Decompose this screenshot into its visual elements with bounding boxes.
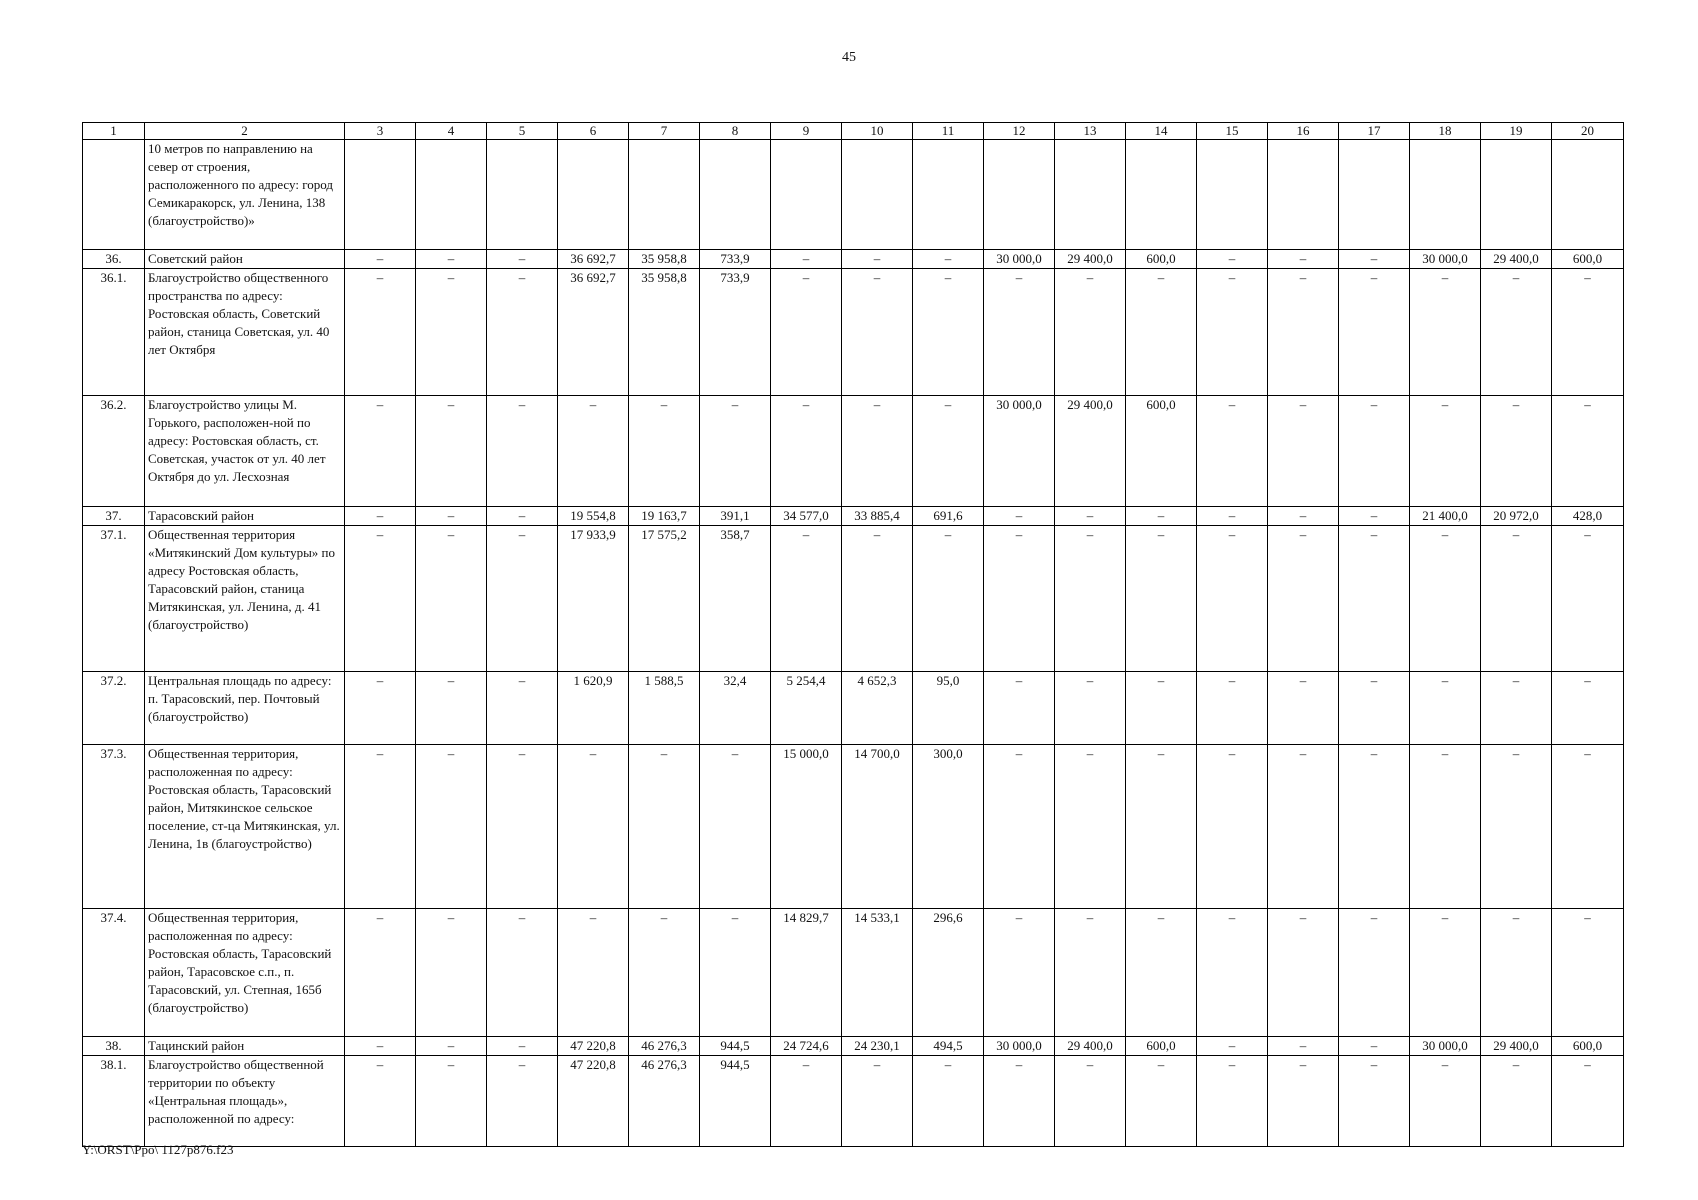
value-cell: 46 276,3 xyxy=(629,1037,700,1056)
value-cell: – xyxy=(1481,672,1552,745)
value-cell xyxy=(416,140,487,250)
value-cell: – xyxy=(487,269,558,396)
budget-table xyxy=(82,122,1624,1147)
value-cell: – xyxy=(771,1056,842,1147)
value-cell: – xyxy=(416,507,487,526)
value-cell: – xyxy=(1339,672,1410,745)
value-cell: – xyxy=(345,672,416,745)
value-cell: – xyxy=(1055,269,1126,396)
value-cell: 4 652,3 xyxy=(842,672,913,745)
value-cell xyxy=(487,140,558,250)
row-description: 10 метров по направлению на север от строения, расположенного по адресу: город Семикаракорск, ул. Ленина, 138 (благоустройство)» xyxy=(145,140,345,250)
value-cell: – xyxy=(771,250,842,269)
column-header: 5 xyxy=(487,123,558,140)
value-cell: – xyxy=(1268,250,1339,269)
value-cell: – xyxy=(1126,526,1197,672)
value-cell: – xyxy=(558,745,629,909)
value-cell: – xyxy=(1126,507,1197,526)
value-cell: 30 000,0 xyxy=(1410,250,1481,269)
column-header: 12 xyxy=(984,123,1055,140)
row-number: 38. xyxy=(83,1037,145,1056)
row-description: Общественная территория «Митякинский Дом культуры» по адресу Ростовская область, Тарасовский район, станица Митякинская, ул. Ленина, д. 41 (благоустройство) xyxy=(145,526,345,672)
value-cell: 1 620,9 xyxy=(558,672,629,745)
value-cell: 600,0 xyxy=(1126,396,1197,507)
table-row xyxy=(83,526,1624,672)
value-cell: 21 400,0 xyxy=(1410,507,1481,526)
value-cell: 29 400,0 xyxy=(1055,396,1126,507)
value-cell: 14 700,0 xyxy=(842,745,913,909)
value-cell xyxy=(1126,140,1197,250)
value-cell xyxy=(345,140,416,250)
row-number: 36. xyxy=(83,250,145,269)
value-cell: – xyxy=(913,526,984,672)
value-cell: 47 220,8 xyxy=(558,1056,629,1147)
value-cell: – xyxy=(487,396,558,507)
value-cell xyxy=(629,140,700,250)
value-cell: – xyxy=(1055,745,1126,909)
column-header: 18 xyxy=(1410,123,1481,140)
column-header: 6 xyxy=(558,123,629,140)
value-cell: – xyxy=(1055,526,1126,672)
column-number-row xyxy=(83,123,1624,140)
value-cell: – xyxy=(913,1056,984,1147)
value-cell: – xyxy=(416,672,487,745)
value-cell: – xyxy=(984,672,1055,745)
value-cell: – xyxy=(1268,507,1339,526)
value-cell: – xyxy=(1481,526,1552,672)
value-cell: – xyxy=(416,269,487,396)
value-cell: 15 000,0 xyxy=(771,745,842,909)
value-cell: 32,4 xyxy=(700,672,771,745)
value-cell: 47 220,8 xyxy=(558,1037,629,1056)
column-header: 15 xyxy=(1197,123,1268,140)
value-cell: 20 972,0 xyxy=(1481,507,1552,526)
value-cell xyxy=(913,140,984,250)
value-cell: 33 885,4 xyxy=(842,507,913,526)
value-cell: – xyxy=(1339,909,1410,1037)
value-cell: – xyxy=(1197,396,1268,507)
value-cell xyxy=(1552,140,1624,250)
row-description: Общественная территория, расположенная по адресу: Ростовская область, Тарасовский район, Митякинское сельское поселение, ст-ца Митякинская, ул. Ленина, 1в (благоустройство) xyxy=(145,745,345,909)
value-cell: 300,0 xyxy=(913,745,984,909)
value-cell: 600,0 xyxy=(1552,1037,1624,1056)
value-cell: – xyxy=(1268,909,1339,1037)
value-cell: 494,5 xyxy=(913,1037,984,1056)
value-cell: – xyxy=(558,396,629,507)
value-cell: 600,0 xyxy=(1552,250,1624,269)
value-cell: – xyxy=(1339,1056,1410,1147)
value-cell: – xyxy=(913,250,984,269)
value-cell: – xyxy=(345,1037,416,1056)
file-path-footer: Y:\ORST\Ppo\ 1127p876.f23 xyxy=(82,1142,234,1157)
value-cell: – xyxy=(1481,745,1552,909)
value-cell: 30 000,0 xyxy=(984,1037,1055,1056)
row-number: 38.1. xyxy=(83,1056,145,1147)
row-number: 36.2. xyxy=(83,396,145,507)
value-cell: – xyxy=(700,909,771,1037)
value-cell: 30 000,0 xyxy=(984,396,1055,507)
district-total-row xyxy=(83,507,1624,526)
value-cell: – xyxy=(1552,745,1624,909)
value-cell xyxy=(984,140,1055,250)
table-row xyxy=(83,745,1624,909)
value-cell: – xyxy=(345,269,416,396)
value-cell xyxy=(1410,140,1481,250)
value-cell: – xyxy=(1410,1056,1481,1147)
value-cell: 35 958,8 xyxy=(629,250,700,269)
table-row xyxy=(83,672,1624,745)
value-cell: – xyxy=(345,745,416,909)
value-cell: 14 829,7 xyxy=(771,909,842,1037)
value-cell: 600,0 xyxy=(1126,250,1197,269)
column-header: 19 xyxy=(1481,123,1552,140)
value-cell: – xyxy=(1339,507,1410,526)
column-header: 2 xyxy=(145,123,345,140)
value-cell: – xyxy=(416,909,487,1037)
value-cell: – xyxy=(984,526,1055,672)
row-number: 37.3. xyxy=(83,745,145,909)
value-cell: – xyxy=(1552,1056,1624,1147)
row-number: 37.1. xyxy=(83,526,145,672)
value-cell: – xyxy=(1126,1056,1197,1147)
value-cell: – xyxy=(1126,269,1197,396)
value-cell xyxy=(558,140,629,250)
value-cell: – xyxy=(1197,909,1268,1037)
value-cell: – xyxy=(416,396,487,507)
value-cell: 600,0 xyxy=(1126,1037,1197,1056)
value-cell: 19 163,7 xyxy=(629,507,700,526)
value-cell: – xyxy=(416,526,487,672)
value-cell: – xyxy=(1552,269,1624,396)
row-number: 37.4. xyxy=(83,909,145,1037)
row-description: Общественная территория, расположенная по адресу: Ростовская область, Тарасовский район, Тарасовское с.п., п. Тарасовский, ул. Степная, 165б (благоустройство) xyxy=(145,909,345,1037)
value-cell: 36 692,7 xyxy=(558,269,629,396)
value-cell: – xyxy=(1552,909,1624,1037)
value-cell: – xyxy=(345,1056,416,1147)
value-cell: 29 400,0 xyxy=(1481,1037,1552,1056)
value-cell: – xyxy=(1055,672,1126,745)
row-number: 37. xyxy=(83,507,145,526)
value-cell: – xyxy=(1552,672,1624,745)
value-cell: – xyxy=(1268,745,1339,909)
value-cell: – xyxy=(700,396,771,507)
value-cell xyxy=(842,140,913,250)
district-total-row xyxy=(83,1037,1624,1056)
row-description: Советский район xyxy=(145,250,345,269)
column-header: 16 xyxy=(1268,123,1339,140)
value-cell: 733,9 xyxy=(700,269,771,396)
value-cell xyxy=(1339,140,1410,250)
column-header: 20 xyxy=(1552,123,1624,140)
value-cell: 19 554,8 xyxy=(558,507,629,526)
value-cell: – xyxy=(1268,269,1339,396)
value-cell: – xyxy=(1055,909,1126,1037)
value-cell: – xyxy=(1339,250,1410,269)
value-cell: 1 588,5 xyxy=(629,672,700,745)
value-cell: 358,7 xyxy=(700,526,771,672)
row-number xyxy=(83,140,145,250)
table-row xyxy=(83,1056,1624,1147)
value-cell: – xyxy=(1197,250,1268,269)
value-cell: – xyxy=(1552,526,1624,672)
value-cell: – xyxy=(1339,396,1410,507)
value-cell: 46 276,3 xyxy=(629,1056,700,1147)
value-cell: – xyxy=(1481,909,1552,1037)
value-cell: 24 724,6 xyxy=(771,1037,842,1056)
value-cell: – xyxy=(984,1056,1055,1147)
row-description: Тацинский район xyxy=(145,1037,345,1056)
value-cell: – xyxy=(1552,396,1624,507)
column-header: 10 xyxy=(842,123,913,140)
value-cell: – xyxy=(842,269,913,396)
row-description: Тарасовский район xyxy=(145,507,345,526)
value-cell: – xyxy=(1055,1056,1126,1147)
value-cell: – xyxy=(913,269,984,396)
value-cell: – xyxy=(913,396,984,507)
column-header: 17 xyxy=(1339,123,1410,140)
value-cell xyxy=(771,140,842,250)
value-cell: – xyxy=(1197,672,1268,745)
value-cell: – xyxy=(345,396,416,507)
value-cell: 34 577,0 xyxy=(771,507,842,526)
value-cell: 14 533,1 xyxy=(842,909,913,1037)
value-cell: – xyxy=(1197,1056,1268,1147)
value-cell: – xyxy=(700,745,771,909)
value-cell: – xyxy=(416,1037,487,1056)
row-number: 36.1. xyxy=(83,269,145,396)
column-header: 3 xyxy=(345,123,416,140)
value-cell: 296,6 xyxy=(913,909,984,1037)
value-cell: – xyxy=(1410,909,1481,1037)
table-row xyxy=(83,396,1624,507)
value-cell: 29 400,0 xyxy=(1055,1037,1126,1056)
value-cell: – xyxy=(487,745,558,909)
value-cell: – xyxy=(487,1056,558,1147)
value-cell: – xyxy=(1410,745,1481,909)
value-cell: – xyxy=(842,526,913,672)
value-cell: – xyxy=(1126,745,1197,909)
table-row xyxy=(83,909,1624,1037)
column-header: 7 xyxy=(629,123,700,140)
value-cell: 944,5 xyxy=(700,1056,771,1147)
value-cell: – xyxy=(1268,526,1339,672)
value-cell: – xyxy=(1339,745,1410,909)
value-cell: 5 254,4 xyxy=(771,672,842,745)
value-cell: – xyxy=(1055,507,1126,526)
value-cell: 24 230,1 xyxy=(842,1037,913,1056)
page-number: 45 xyxy=(842,50,856,65)
value-cell: – xyxy=(1268,396,1339,507)
value-cell: – xyxy=(842,396,913,507)
value-cell: – xyxy=(1268,1037,1339,1056)
value-cell: – xyxy=(629,396,700,507)
value-cell: 95,0 xyxy=(913,672,984,745)
table-row xyxy=(83,269,1624,396)
row-description: Центральная площадь по адресу: п. Тарасовский, пер. Почтовый (благоустройство) xyxy=(145,672,345,745)
column-header: 11 xyxy=(913,123,984,140)
value-cell: – xyxy=(984,745,1055,909)
column-header: 8 xyxy=(700,123,771,140)
column-header: 9 xyxy=(771,123,842,140)
value-cell: – xyxy=(487,672,558,745)
value-cell: – xyxy=(345,250,416,269)
value-cell: – xyxy=(416,745,487,909)
column-header: 1 xyxy=(83,123,145,140)
value-cell: – xyxy=(487,526,558,672)
value-cell: 17 575,2 xyxy=(629,526,700,672)
column-header: 14 xyxy=(1126,123,1197,140)
value-cell: – xyxy=(1197,526,1268,672)
value-cell: – xyxy=(1126,909,1197,1037)
value-cell: 391,1 xyxy=(700,507,771,526)
value-cell: – xyxy=(1339,269,1410,396)
value-cell xyxy=(1197,140,1268,250)
value-cell: – xyxy=(1197,269,1268,396)
value-cell: – xyxy=(1339,526,1410,672)
value-cell: – xyxy=(487,909,558,1037)
value-cell xyxy=(1481,140,1552,250)
row-description: Благоустройство общественной территории по объекту «Центральная площадь», расположенной по адресу: xyxy=(145,1056,345,1147)
value-cell: – xyxy=(984,269,1055,396)
value-cell: 30 000,0 xyxy=(984,250,1055,269)
value-cell: – xyxy=(487,507,558,526)
column-header: 13 xyxy=(1055,123,1126,140)
value-cell: – xyxy=(771,396,842,507)
value-cell: 944,5 xyxy=(700,1037,771,1056)
value-cell: 35 958,8 xyxy=(629,269,700,396)
value-cell xyxy=(1268,140,1339,250)
value-cell: 733,9 xyxy=(700,250,771,269)
row-description: Благоустройство улицы М. Горького, расположен-ной по адресу: Ростовская область, ст. Советская, участок от ул. 40 лет Октября до ул. Лесхозная xyxy=(145,396,345,507)
value-cell: – xyxy=(345,507,416,526)
value-cell: – xyxy=(1481,396,1552,507)
value-cell: 36 692,7 xyxy=(558,250,629,269)
value-cell: 17 933,9 xyxy=(558,526,629,672)
value-cell: – xyxy=(345,526,416,672)
value-cell: – xyxy=(1197,745,1268,909)
value-cell: – xyxy=(1481,1056,1552,1147)
value-cell: – xyxy=(487,250,558,269)
value-cell: – xyxy=(842,1056,913,1147)
value-cell: – xyxy=(416,250,487,269)
value-cell: – xyxy=(984,909,1055,1037)
value-cell xyxy=(1055,140,1126,250)
value-cell: – xyxy=(771,269,842,396)
value-cell xyxy=(700,140,771,250)
value-cell: 691,6 xyxy=(913,507,984,526)
value-cell: – xyxy=(1197,1037,1268,1056)
table-body xyxy=(83,123,1624,1147)
value-cell: – xyxy=(1410,672,1481,745)
value-cell: – xyxy=(1197,507,1268,526)
value-cell: – xyxy=(1410,269,1481,396)
value-cell: – xyxy=(1481,269,1552,396)
value-cell: – xyxy=(842,250,913,269)
value-cell: 428,0 xyxy=(1552,507,1624,526)
value-cell: – xyxy=(629,745,700,909)
value-cell: – xyxy=(629,909,700,1037)
value-cell: – xyxy=(1268,672,1339,745)
value-cell: – xyxy=(984,507,1055,526)
value-cell: 30 000,0 xyxy=(1410,1037,1481,1056)
value-cell: – xyxy=(1339,1037,1410,1056)
value-cell: – xyxy=(416,1056,487,1147)
value-cell: – xyxy=(1126,672,1197,745)
row-number: 37.2. xyxy=(83,672,145,745)
value-cell: 29 400,0 xyxy=(1055,250,1126,269)
value-cell: – xyxy=(487,1037,558,1056)
value-cell: – xyxy=(1268,1056,1339,1147)
district-total-row xyxy=(83,250,1624,269)
table-row xyxy=(83,140,1624,250)
value-cell: – xyxy=(1410,396,1481,507)
value-cell: – xyxy=(558,909,629,1037)
row-description: Благоустройство общественного пространства по адресу: Ростовская область, Советский район, станица Советская, ул. 40 лет Октября xyxy=(145,269,345,396)
value-cell: – xyxy=(345,909,416,1037)
column-header: 4 xyxy=(416,123,487,140)
value-cell: – xyxy=(771,526,842,672)
value-cell: – xyxy=(1410,526,1481,672)
value-cell: 29 400,0 xyxy=(1481,250,1552,269)
